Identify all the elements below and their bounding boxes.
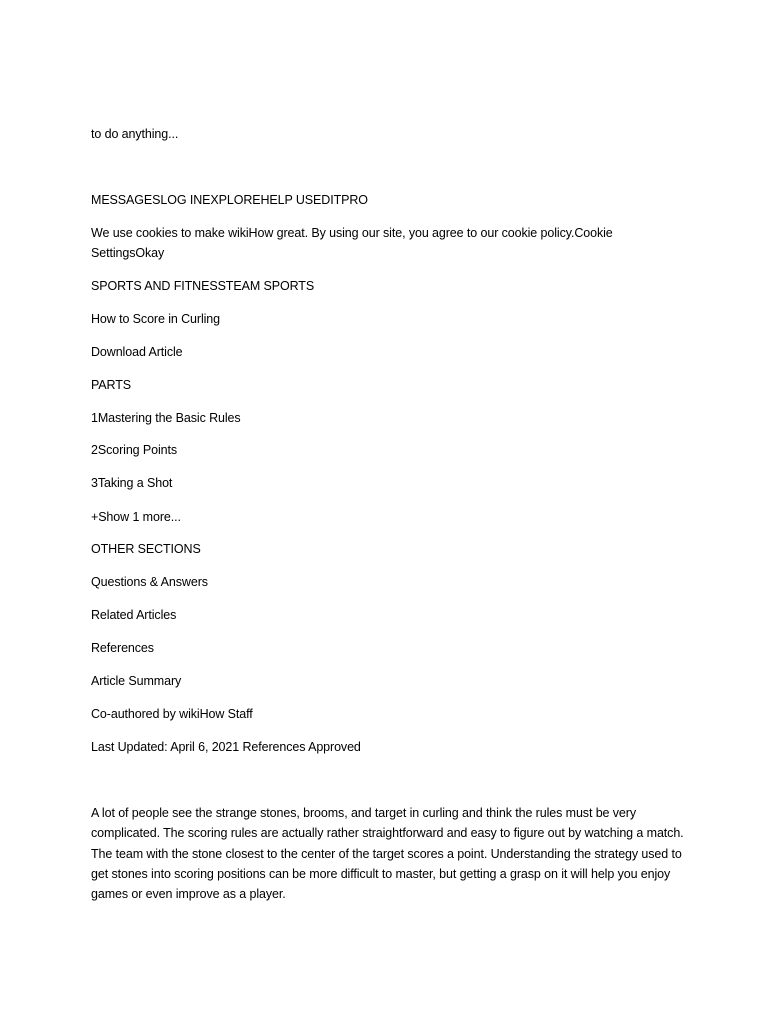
intro-fragment: to do anything... [91,127,179,141]
author-byline: Co-authored by wikiHow Staff [91,707,253,721]
cookie-notice [91,223,686,264]
cookie-notice-text: We use cookies to make wikiHow great. By using our site, you agree to our cookie policy. [91,226,575,240]
part-link-1[interactable]: 1Mastering the Basic Rules [91,411,241,425]
section-link-questions[interactable]: Questions & Answers [91,575,208,589]
section-link-summary[interactable]: Article Summary [91,674,182,688]
parts-heading: PARTS [91,378,132,392]
show-more-link[interactable]: +Show 1 more... [91,510,181,524]
part-link-2[interactable]: 2Scoring Points [91,443,178,457]
body-paragraph: A lot of people see the strange stones, brooms, and target in curling and think the rules must be very complicated. The scoring rules are actually rather straightforward and easy to figure out by watching a match. The team with the stone closest to the center of the target scores a point. Understanding the strategy used to get stones into scoring positions can be more difficult to master, but getting a grasp on it will help you enjoy games or even improve as a player. [91,806,684,902]
nav-bar[interactable]: MESSAGESLOG INEXPLOREHELP USEDITPRO [91,193,368,207]
last-updated: Last Updated: April 6, 2021 References Approved [91,740,361,754]
section-link-references[interactable]: References [91,641,154,655]
part-link-3[interactable]: 3Taking a Shot [91,476,173,490]
cookie-settings-link[interactable]: Cookie SettingsOkay [91,226,613,261]
download-article-link[interactable]: Download Article [91,345,183,359]
other-sections-heading: OTHER SECTIONS [91,542,201,556]
breadcrumb[interactable]: SPORTS AND FITNESSTEAM SPORTS [91,279,315,293]
section-link-related[interactable]: Related Articles [91,608,177,622]
article-title: How to Score in Curling [91,312,221,326]
